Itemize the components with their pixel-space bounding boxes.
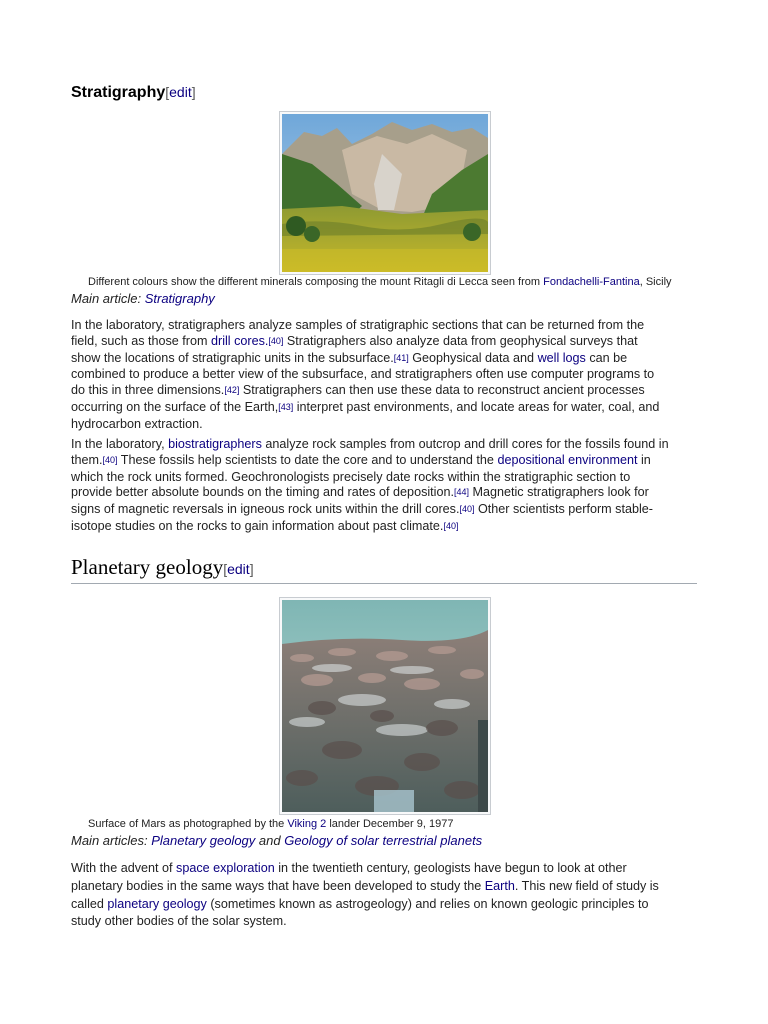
text-line: [71, 896, 711, 914]
mars-photo-frame: [279, 597, 491, 815]
text-run: analyze rock samples from outcrop and drill cores for the fossils found in: [261, 437, 669, 451]
stratigraphy-paragraph-1: [71, 318, 711, 433]
text-run: planetary bodies in the same ways that have been developed to study the: [71, 878, 485, 893]
text-run: signs of magnetic reversals in igneous rock units within the drill cores.: [71, 502, 460, 517]
edit-section-link[interactable]: [edit]: [165, 84, 196, 100]
text-line: [71, 470, 711, 486]
text-run: study other bodies of the solar system.: [71, 914, 287, 929]
text-run: isotope studies on the rocks to gain information about past climate.: [71, 518, 444, 533]
citation-40-link[interactable]: [40]: [268, 335, 284, 346]
caption-text: Different colours show the different minerals composing the mount Ritagli di Lecca seen from: [88, 276, 544, 288]
well-logs-link[interactable]: well logs: [537, 350, 586, 365]
citation-41-link[interactable]: [41]: [393, 352, 409, 363]
mars-photo[interactable]: [282, 600, 488, 812]
citation: [454, 487, 469, 497]
citation: [224, 385, 239, 395]
mountain-photo-caption: [88, 276, 672, 288]
text-line: [71, 417, 711, 433]
text-run: Other scientists perform stable-: [474, 502, 653, 517]
text-line: [71, 367, 711, 383]
text-line: [71, 519, 711, 536]
section-heading-stratigraphy: [71, 84, 196, 102]
text-run: field, such as those from: [71, 333, 211, 348]
citation: [103, 455, 118, 465]
mountain-photo-frame: [279, 111, 491, 275]
text-run: them.: [71, 452, 103, 467]
text-line: [71, 318, 711, 334]
section-title: Stratigraphy: [71, 84, 166, 101]
drill-cores-link[interactable]: drill cores.: [211, 333, 269, 348]
citation-43-link[interactable]: [43]: [278, 401, 294, 412]
edit-link-text[interactable]: edit: [227, 561, 250, 577]
text-run: These fossils help scientists to date the core and to understand the: [117, 452, 498, 467]
text-run: do this in three dimensions.: [71, 383, 225, 398]
earth-link[interactable]: Earth: [484, 878, 515, 893]
text-run: combined to produce a better view of the subsurface, and stratigraphers often use computer programs to: [71, 367, 655, 382]
caption-suffix: lander December 9, 1977: [326, 818, 454, 830]
text-run: in: [637, 452, 651, 467]
main-articles-hatnote: [71, 833, 482, 848]
text-line: [71, 453, 711, 470]
geology-of-solar-terrestrial-planets-link[interactable]: Geology of solar terrestrial planets: [284, 833, 483, 848]
stratigraphy-paragraph-2: [71, 437, 711, 536]
hatnote-and: and: [255, 833, 285, 848]
text-run: occurring on the surface of the Earth,: [71, 399, 279, 414]
section-heading-planetary-geology: [71, 555, 697, 584]
text-run: In the laboratory, stratigraphers analyze samples of stratigraphic sections that can be returned from the: [71, 318, 645, 332]
citation: [278, 402, 293, 412]
text-line: [71, 383, 711, 400]
fondachelli-fantina-link[interactable]: Fondachelli-Fantina: [543, 276, 640, 288]
planetary-geology-main-article-link[interactable]: Planetary geology: [151, 833, 256, 848]
depositional-environment-link[interactable]: depositional environment: [497, 452, 638, 467]
text-run: interpret past environments, and locate areas for water, coal, and: [293, 399, 660, 414]
text-line: [71, 334, 711, 351]
text-run: Stratigraphers also analyze data from geophysical surveys that: [283, 333, 638, 348]
text-run: provide better absolute bounds on the timing and rates of deposition.: [71, 485, 454, 500]
text-run: Stratigraphers can then use these data to reconstruct ancient processes: [239, 383, 645, 398]
text-run: (sometimes known as astrogeology) and relies on known geologic principles to: [206, 896, 649, 911]
citation-40-link[interactable]: [40]: [102, 454, 118, 465]
text-line: [71, 437, 711, 453]
text-run: which the rock units formed. Geochronologists precisely date rocks within the stratigraphic section to: [71, 469, 631, 484]
text-run: called: [71, 896, 108, 911]
text-run: In the laboratory,: [71, 437, 169, 451]
text-run: With the advent of: [71, 861, 177, 875]
text-line: [71, 913, 711, 931]
text-run: can be: [585, 350, 628, 365]
citation-40-link[interactable]: [40]: [443, 520, 459, 531]
text-run: hydrocarbon extraction.: [71, 416, 203, 431]
viking-2-link[interactable]: Viking 2: [287, 818, 327, 830]
caption-suffix: , Sicily: [639, 276, 672, 288]
planetary-geology-paragraph: [71, 860, 711, 931]
citation: [394, 353, 409, 363]
citation: [459, 504, 474, 514]
text-run: . This new field of study is: [514, 878, 659, 893]
mountain-photo[interactable]: [282, 114, 488, 272]
citation-44-link[interactable]: [44]: [453, 487, 469, 498]
text-line: [71, 878, 711, 896]
text-line: [71, 485, 711, 502]
hatnote-prefix: Main article:: [71, 291, 145, 306]
text-run: Geophysical data and: [408, 350, 538, 365]
mars-photo-caption: [88, 818, 453, 830]
citation-42-link[interactable]: [42]: [224, 385, 240, 396]
text-run: Magnetic stratigraphers look for: [468, 485, 649, 500]
citation-40-link[interactable]: [40]: [459, 504, 475, 515]
main-article-hatnote: [71, 291, 215, 306]
stratigraphy-main-article-link[interactable]: Stratigraphy: [144, 291, 215, 306]
edit-section-link[interactable]: [edit]: [223, 561, 254, 577]
space-exploration-link[interactable]: space exploration: [176, 861, 275, 875]
hatnote-prefix: Main articles:: [71, 833, 152, 848]
planetary-geology-link[interactable]: planetary geology: [107, 896, 207, 911]
biostratigraphers-link[interactable]: biostratigraphers: [168, 437, 262, 451]
section-title: Planetary geology: [71, 555, 224, 579]
citation: [443, 521, 458, 531]
citation: [268, 336, 283, 346]
text-line: [71, 502, 711, 519]
edit-link-text[interactable]: edit: [169, 84, 192, 100]
text-line: [71, 351, 711, 368]
text-run: show the locations of stratigraphic units in the subsurface.: [71, 350, 394, 365]
text-line: [71, 860, 711, 878]
caption-text: Surface of Mars as photographed by the: [88, 818, 288, 830]
text-run: in the twentieth century, geologists have begun to look at other: [274, 861, 627, 875]
text-line: [71, 400, 711, 417]
